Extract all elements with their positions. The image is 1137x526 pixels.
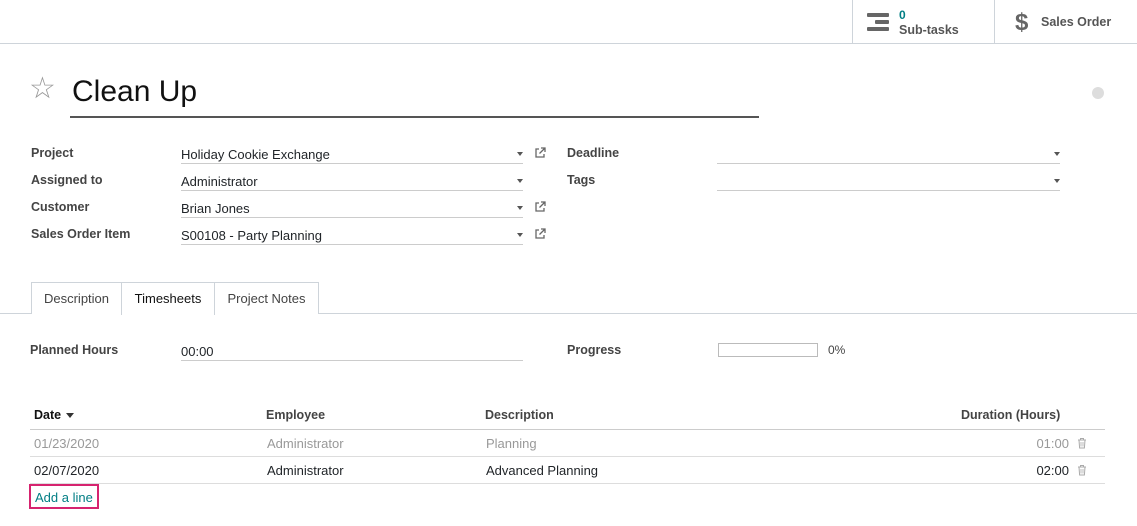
sales-order-item-label: Sales Order Item [31,227,131,241]
column-header-description[interactable]: Description [485,408,554,422]
tags-label: Tags [567,173,596,187]
customer-value: Brian Jones [181,201,250,216]
kanban-state-indicator[interactable] [1092,87,1104,99]
sales-order-label: Sales Order [1041,15,1112,29]
sales-order-item-field[interactable] [181,225,523,245]
trash-icon[interactable] [1077,437,1087,449]
customer-field[interactable] [181,198,523,218]
external-link-icon[interactable] [534,147,546,159]
progress-percent: 0% [828,343,846,357]
external-link-icon[interactable] [534,201,546,213]
task-title[interactable]: Clean Up [72,75,198,108]
subtasks-label: Sub-tasks [899,23,959,37]
chevron-down-icon[interactable] [517,179,523,183]
table-row[interactable] [30,430,1105,457]
customer-label: Customer [31,200,90,214]
tab-timesheets[interactable]: Timesheets [121,282,215,315]
chevron-down-icon[interactable] [1054,179,1060,183]
subtasks-count: 0 [899,8,906,22]
column-header-date-label: Date [34,408,62,422]
project-value: Holiday Cookie Exchange [181,147,330,162]
notebook-tabs [0,282,1137,314]
tasks-icon [867,13,889,31]
sales-order-button[interactable] [994,0,1137,43]
cell-duration: 02:00 [1036,463,1069,478]
button-box [0,0,1137,44]
deadline-field[interactable] [717,144,1060,164]
chevron-down-icon[interactable] [1054,152,1060,156]
star-icon[interactable]: ☆ [29,72,56,105]
assigned-to-label: Assigned to [31,173,103,187]
table-row[interactable] [30,457,1105,484]
chevron-down-icon[interactable] [517,233,523,237]
tab-project-notes[interactable]: Project Notes [214,282,319,314]
progress-label: Progress [567,343,622,357]
chevron-down-icon[interactable] [517,206,523,210]
title-underline [70,116,759,118]
add-a-line-button[interactable]: Add a line [29,484,99,509]
cell-employee: Administrator [267,463,344,478]
cell-description: Advanced Planning [486,463,599,478]
project-field[interactable] [181,144,523,164]
planned-hours-value: 00:00 [181,344,214,359]
chevron-down-icon[interactable] [517,152,523,156]
tab-description[interactable]: Description [31,282,122,314]
deadline-label: Deadline [567,146,620,160]
column-header-employee[interactable]: Employee [266,408,326,422]
column-header-date[interactable] [34,408,74,422]
cell-date: 01/23/2020 [34,436,100,451]
column-header-duration[interactable]: Duration (Hours) [961,408,1061,422]
dollar-icon: $ [1015,9,1029,36]
assigned-to-field[interactable] [181,171,523,191]
planned-hours-field[interactable] [181,341,523,361]
cell-employee: Administrator [267,436,344,451]
cell-description: Planning [486,436,537,451]
cell-duration: 01:00 [1036,436,1069,451]
assigned-to-value: Administrator [181,174,258,189]
subtasks-button[interactable] [852,0,994,43]
trash-icon[interactable] [1077,464,1087,476]
sales-order-item-value: S00108 - Party Planning [181,228,322,243]
cell-date: 02/07/2020 [34,463,100,478]
external-link-icon[interactable] [534,228,546,240]
project-label: Project [31,146,74,160]
sort-down-icon [66,413,74,418]
tags-field[interactable] [717,171,1060,191]
progress-bar [718,343,818,357]
planned-hours-label: Planned Hours [30,343,119,357]
